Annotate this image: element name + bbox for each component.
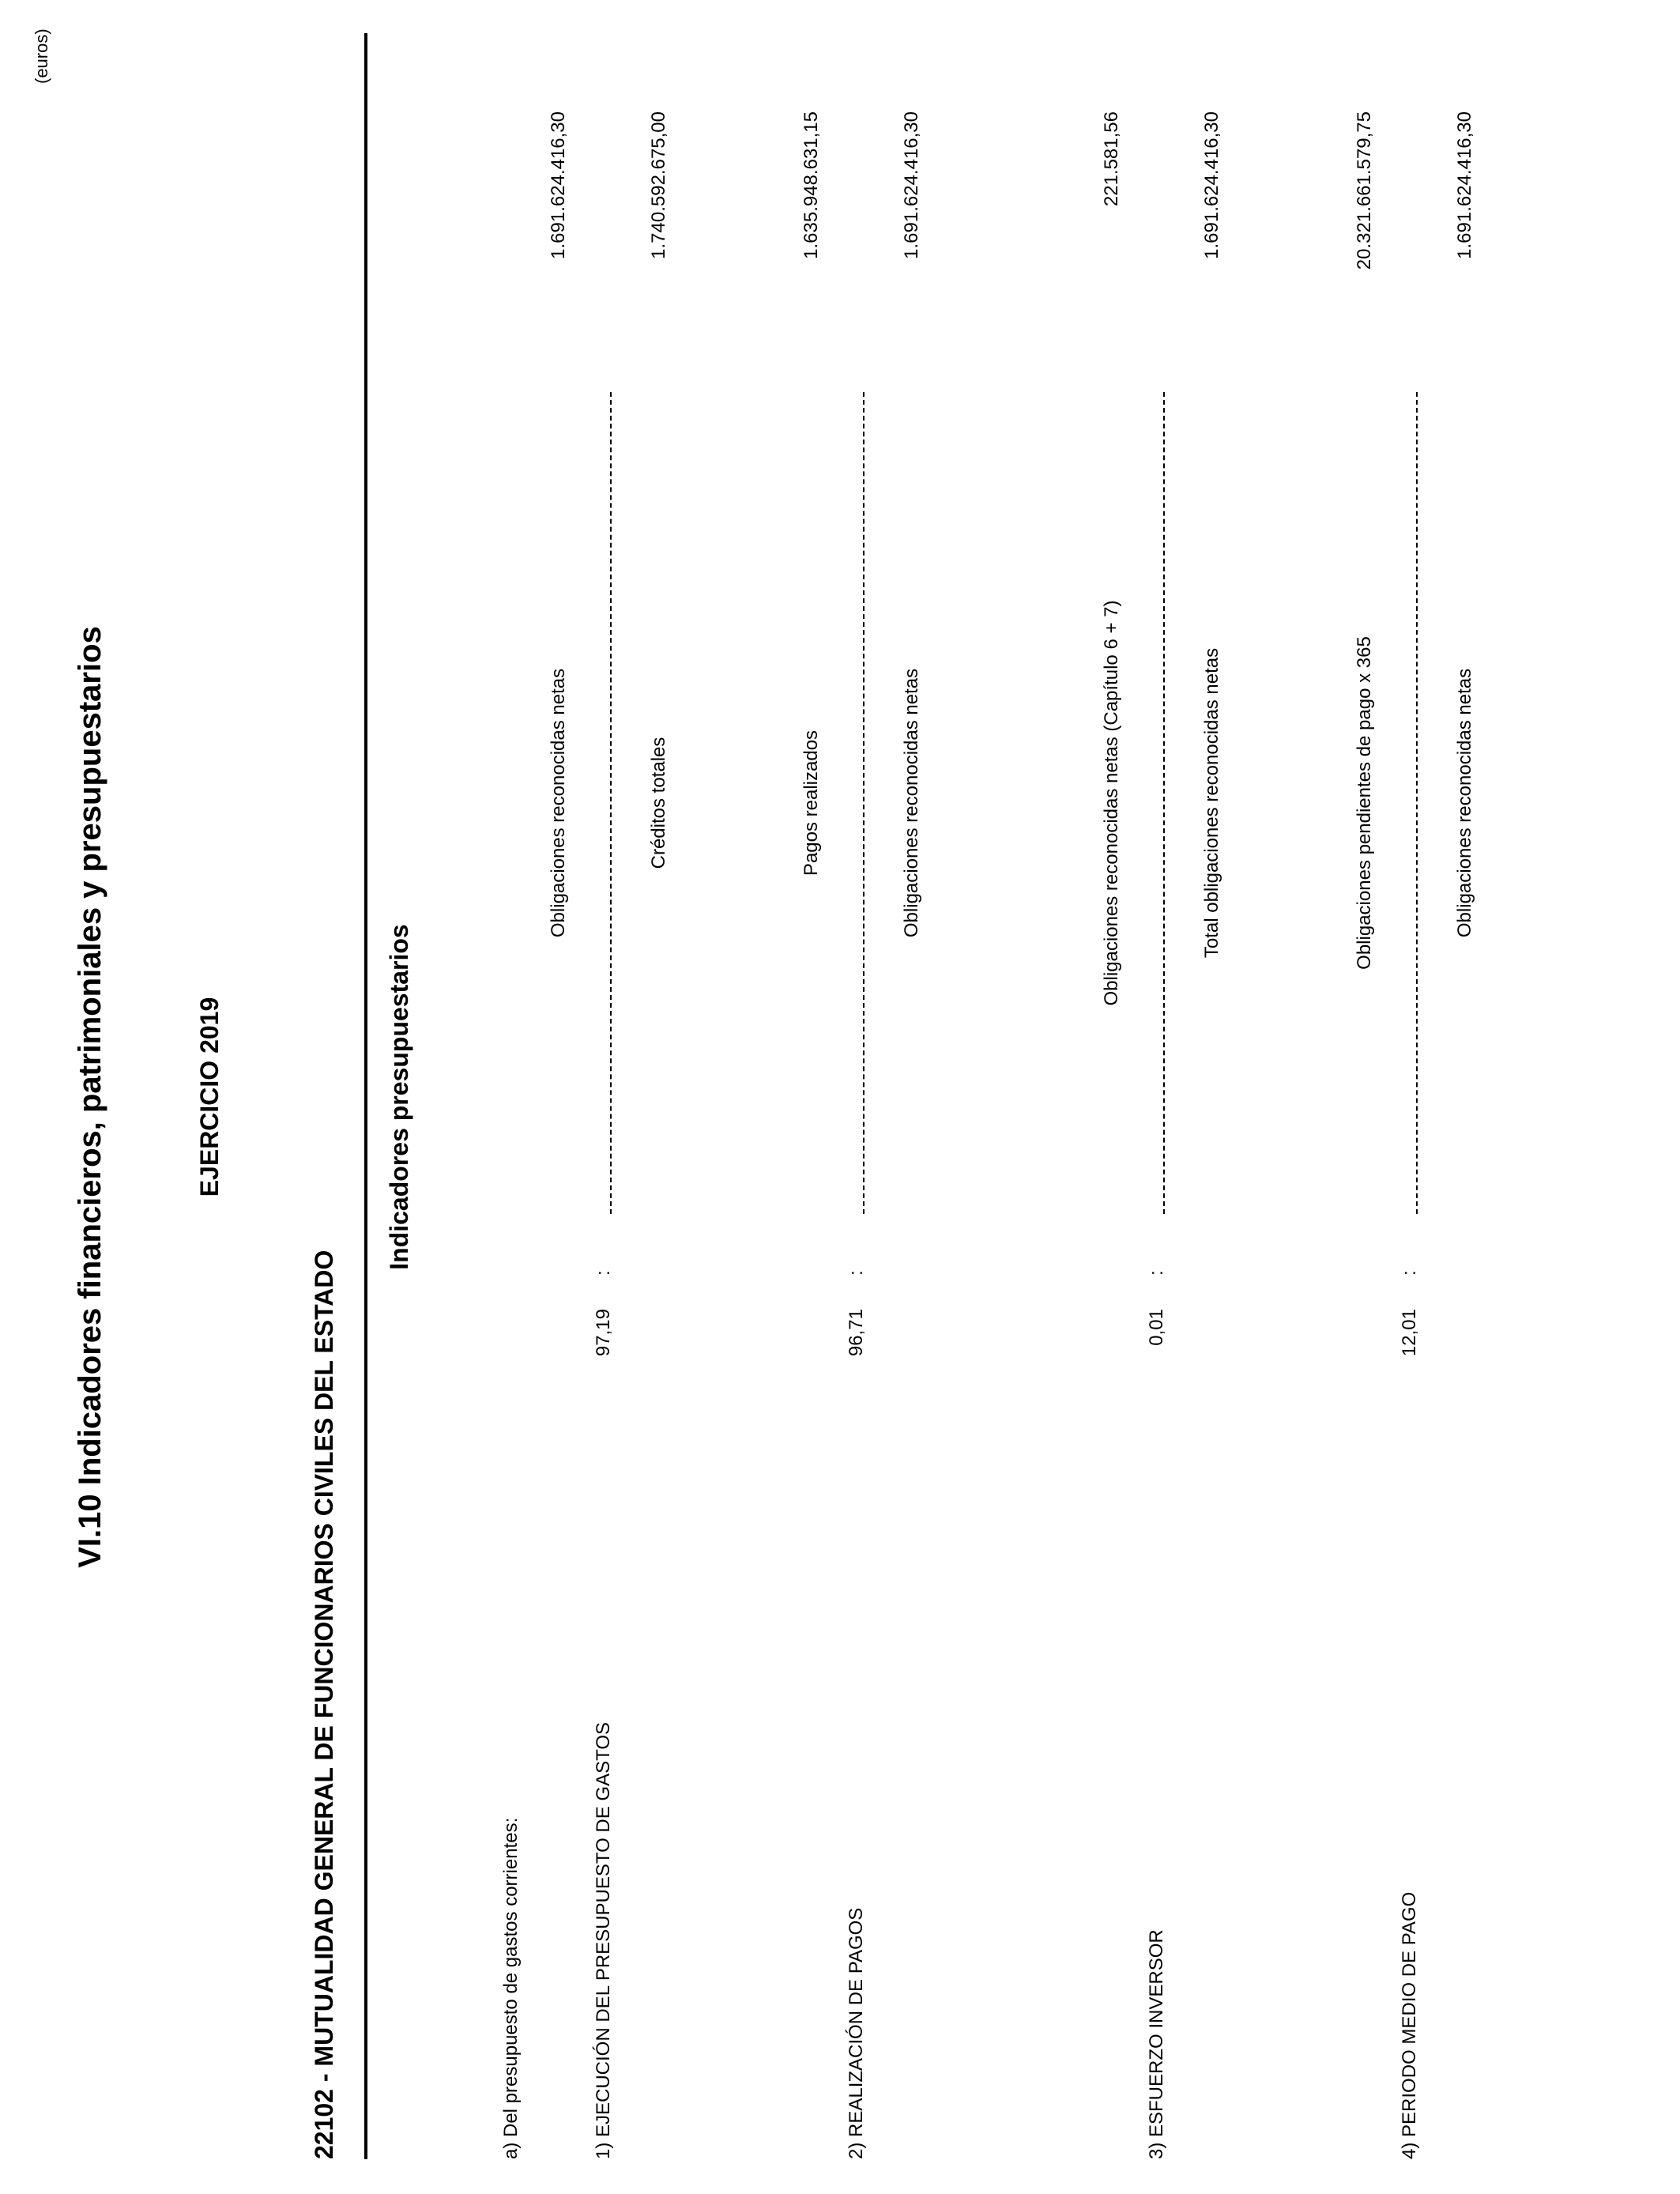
indicator-1-value: 97,19 <box>593 1309 614 1357</box>
report-title: VI.10 Indicadores financieros, patrimoniales y presupuestarios <box>73 626 107 1568</box>
indicator-3-numerator-amount: 221.581,56 <box>1101 111 1122 207</box>
section-intro: a) Del presupuesto de gastos corrientes: <box>500 1817 522 2159</box>
indicator-4-denominator-label: Obligaciones reconocidas netas <box>1454 668 1475 938</box>
indicator-1-label: 1) EJECUCIÓN DEL PRESUPUESTO DE GASTOS <box>593 1721 614 2159</box>
entity-name: 22102 - MUTUALIDAD GENERAL DE FUNCIONARIOS CIVILES DEL ESTADO <box>310 1250 338 2159</box>
indicator-3-fraction-line <box>1163 392 1165 1214</box>
indicator-1-numerator-amount: 1.691.624.416,30 <box>548 111 569 259</box>
header-rule <box>364 33 367 2159</box>
indicator-4-numerator-amount: 20.321.661.579,75 <box>1354 111 1375 270</box>
indicator-4-denominator-amount: 1.691.624.416,30 <box>1454 111 1475 259</box>
indicator-4-value: 12,01 <box>1399 1309 1420 1357</box>
section-title: Indicadores presupuestarios <box>385 924 413 1270</box>
indicator-3-colon: : <box>1146 1270 1167 1276</box>
indicator-3-denominator-label: Total obligaciones reconocidas netas <box>1201 647 1222 959</box>
indicator-2-value: 96,71 <box>846 1309 867 1357</box>
indicator-4-fraction-line <box>1416 392 1418 1214</box>
indicator-2-fraction-line <box>863 392 864 1214</box>
indicator-2-numerator-label: Pagos realizados <box>800 729 822 876</box>
indicator-3-numerator-label: Obligaciones reconocidas netas (Capítulo 6 + 7) <box>1101 600 1122 1006</box>
indicator-1-fraction-line <box>610 392 612 1214</box>
indicator-4-label: 4) PERIODO MEDIO DE PAGO <box>1399 1891 1420 2159</box>
fiscal-year: EJERCICIO 2019 <box>195 997 224 1197</box>
indicator-2-denominator-amount: 1.691.624.416,30 <box>901 111 922 259</box>
indicator-4-colon: : <box>1399 1270 1420 1276</box>
indicator-2-numerator-amount: 1.635.948.631,15 <box>800 111 822 259</box>
units-label: (euros) <box>32 28 51 84</box>
indicator-1-colon: : <box>593 1270 614 1276</box>
indicator-3-value: 0,01 <box>1146 1309 1167 1346</box>
indicator-2-denominator-label: Obligaciones reconocidas netas <box>901 668 922 938</box>
indicator-1-denominator-amount: 1.740.592.675,00 <box>648 111 669 259</box>
indicator-2-colon: : <box>846 1270 867 1276</box>
indicator-1-numerator-label: Obligaciones reconocidas netas <box>548 668 569 938</box>
indicator-2-label: 2) REALIZACIÓN DE PAGOS <box>846 1907 867 2159</box>
indicator-3-denominator-amount: 1.691.624.416,30 <box>1201 111 1222 259</box>
indicator-3-label: 3) ESFUERZO INVERSOR <box>1146 1929 1167 2159</box>
indicator-1-denominator-label: Créditos totales <box>648 737 669 869</box>
indicator-4-numerator-label: Obligaciones pendientes de pago x 365 <box>1354 636 1375 970</box>
